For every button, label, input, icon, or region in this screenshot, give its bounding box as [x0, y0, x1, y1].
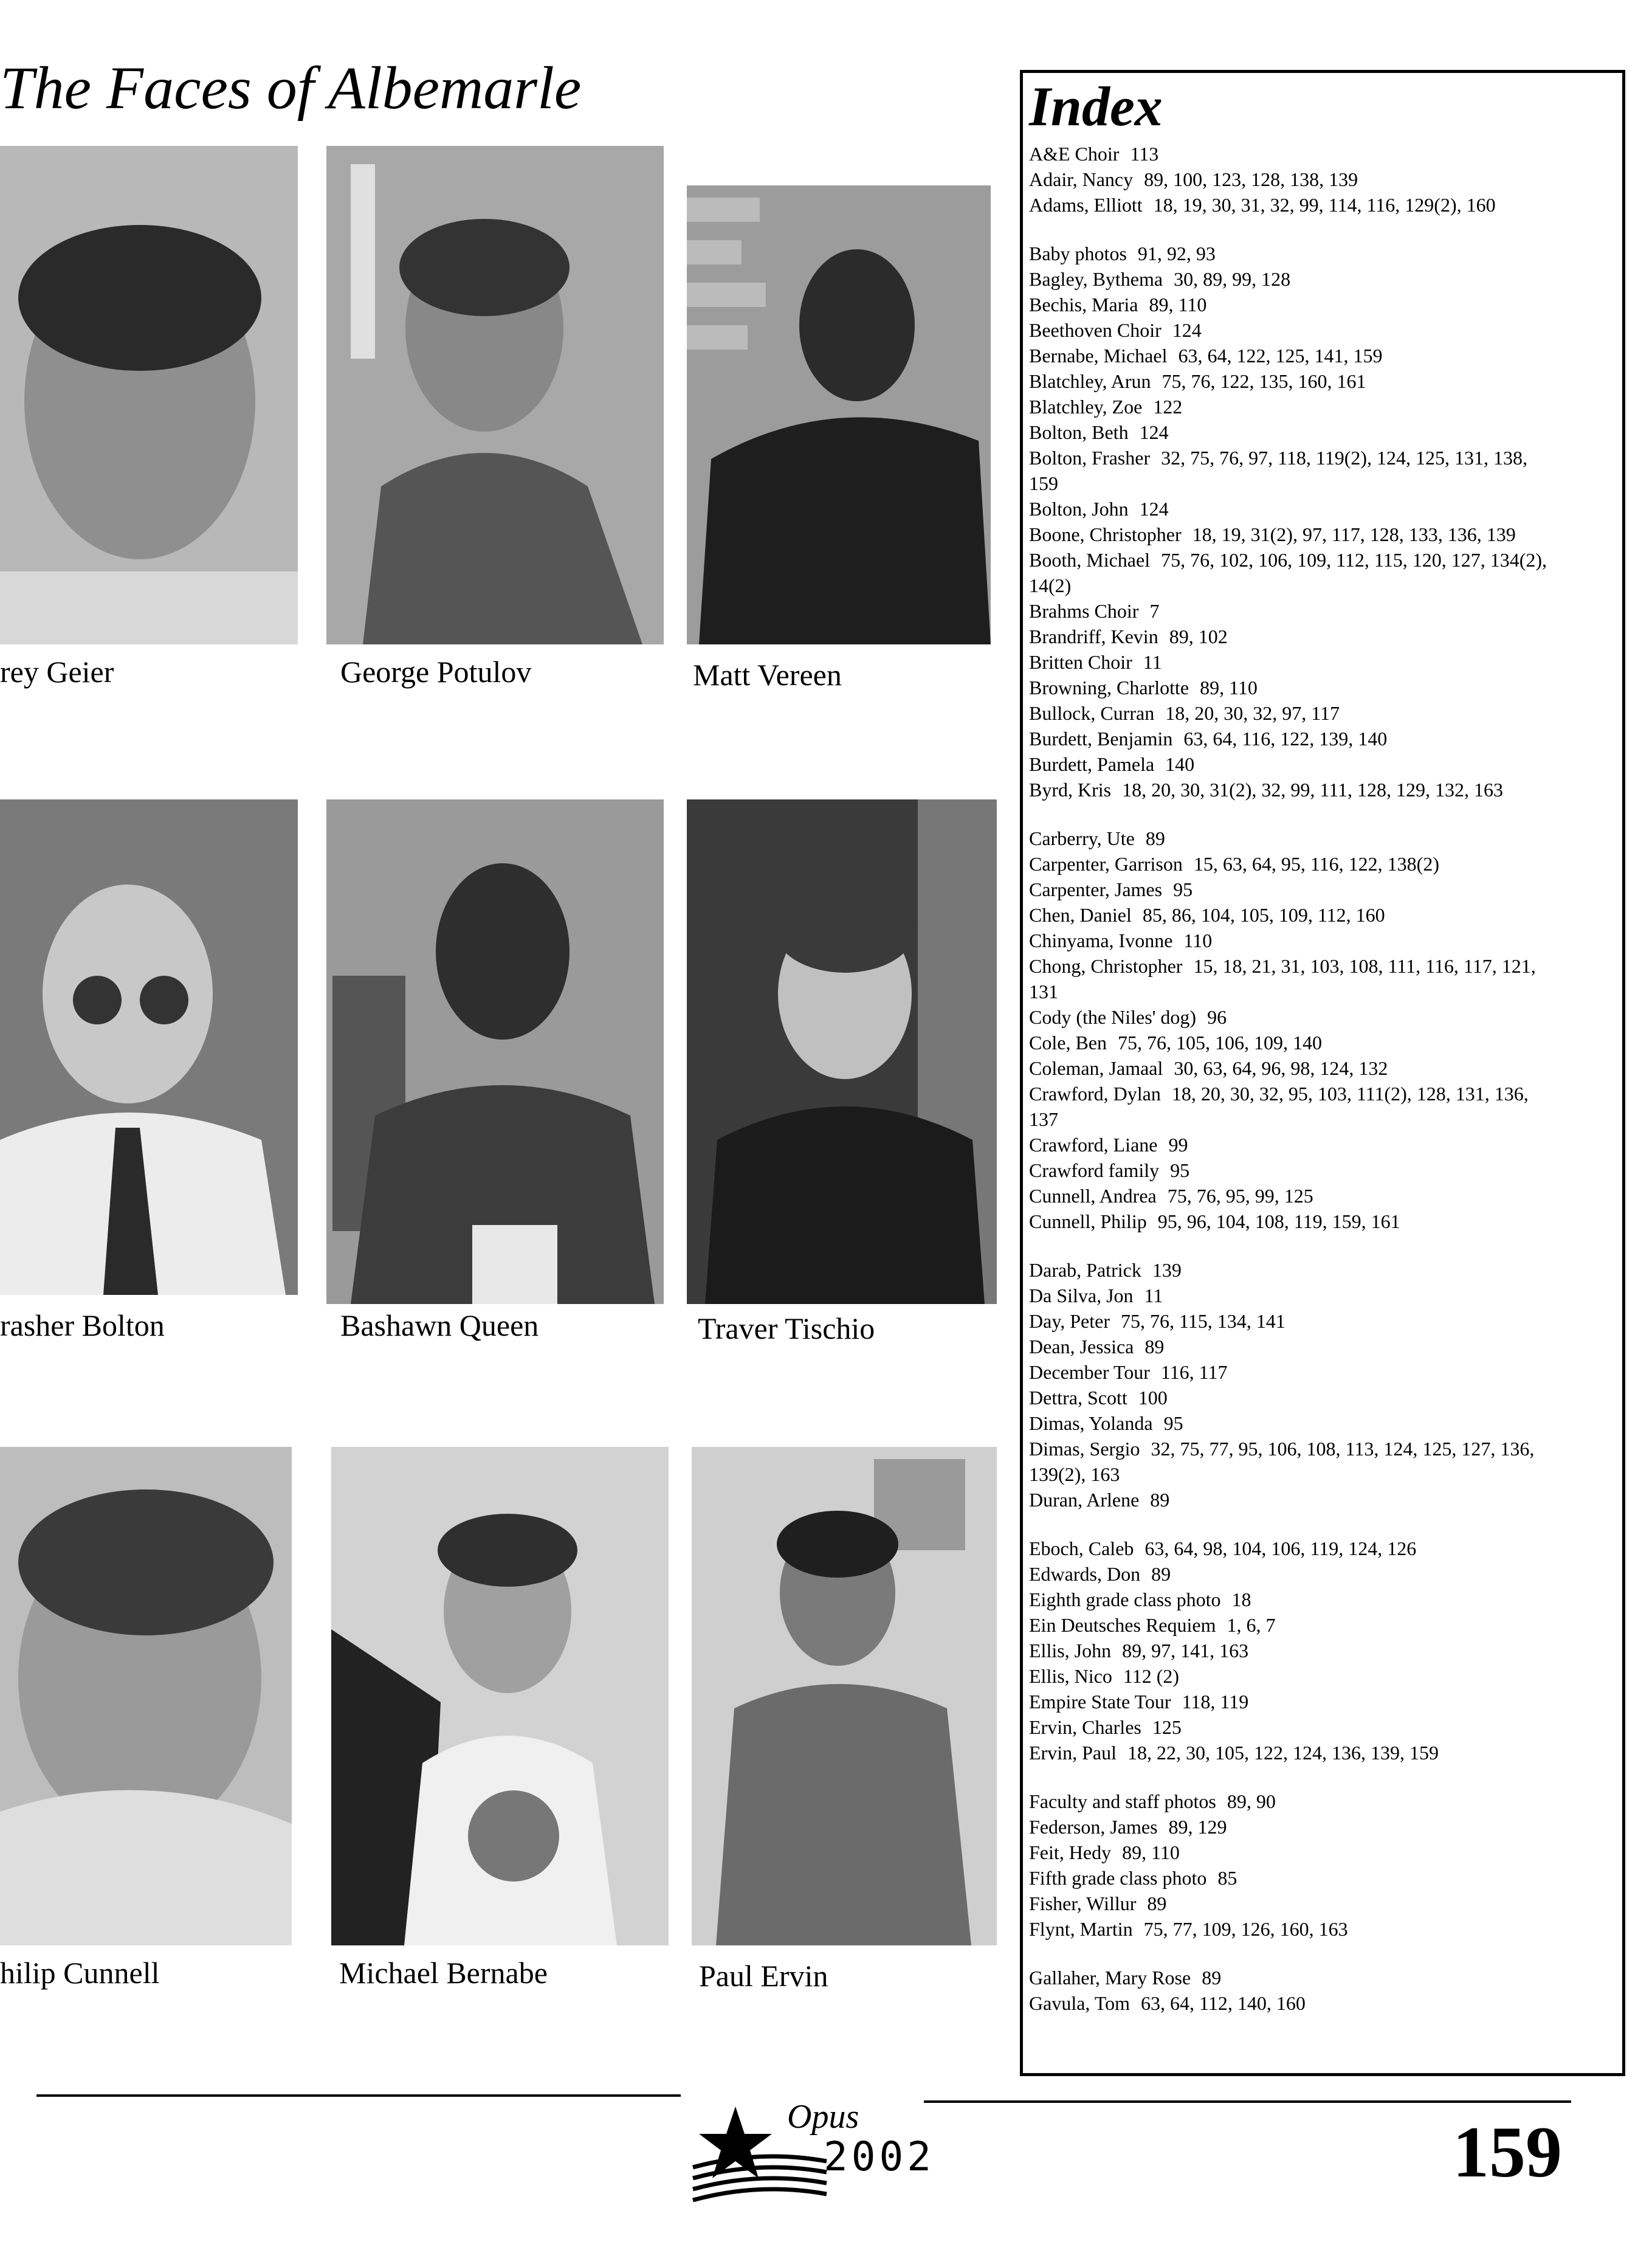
index-entry-pages: 95, 96, 104, 108, 119, 159, 161	[1157, 1210, 1400, 1232]
index-entry	[1029, 1561, 1622, 1587]
page-number: 159	[1453, 2111, 1562, 2192]
index-entry-pages: 1, 6, 7	[1227, 1614, 1276, 1636]
index-entry	[1029, 1183, 1622, 1209]
index-entry-name: Bolton, Beth	[1029, 421, 1129, 443]
photo-caption-7: hilip Cunnell	[0, 1956, 160, 1990]
index-entry	[1029, 726, 1622, 751]
index-entry-pages: 89	[1150, 1489, 1170, 1511]
index-entry-name: Gavula, Tom	[1029, 1992, 1131, 2014]
index-entry-pages: 18	[1231, 1589, 1251, 1610]
index-entry-pages: 118, 119	[1182, 1691, 1249, 1713]
index-section-gap	[1029, 1765, 1622, 1789]
index-entry	[1029, 496, 1622, 522]
index-entry	[1029, 1536, 1622, 1561]
index-entry	[1029, 1689, 1622, 1714]
index-entry-name: Britten Choir	[1029, 651, 1132, 673]
index-entry	[1029, 1055, 1622, 1081]
index-entry-name: Brahms Choir	[1029, 600, 1139, 622]
index-entry-name: Duran, Arlene	[1029, 1489, 1140, 1511]
index-entry-name: Crawford, Dylan	[1029, 1083, 1161, 1105]
index-entry	[1029, 1308, 1622, 1334]
index-entry-pages: 63, 64, 112, 140, 160	[1141, 1992, 1306, 2014]
index-entry-pages: 89, 110	[1200, 677, 1258, 699]
index-entry-pages: 125	[1152, 1716, 1182, 1738]
photo-caption-5: Bashawn Queen	[340, 1308, 539, 1342]
index-entry	[1029, 522, 1622, 547]
index-entry-pages: 11	[1143, 651, 1162, 673]
index-entry-name: Blatchley, Arun	[1029, 370, 1151, 392]
index-entry	[1029, 1587, 1622, 1612]
index-entry-pages: 75, 76, 122, 135, 160, 161	[1162, 370, 1366, 392]
index-entry-name: Baby photos	[1029, 243, 1127, 264]
photo-caption-2: George Potulov	[340, 655, 532, 689]
index-entry-name: Bolton, John	[1029, 498, 1129, 520]
index-section-gap	[1029, 1234, 1622, 1257]
index-entry-pages: 124	[1172, 319, 1202, 341]
index-entry	[1029, 547, 1622, 573]
index-entry	[1029, 1840, 1622, 1865]
index-entry-name: Eboch, Caleb	[1029, 1537, 1134, 1559]
index-entry	[1029, 343, 1622, 368]
index-entry-pages: 63, 64, 116, 122, 139, 140	[1183, 728, 1388, 750]
index-entry-pages: 75, 76, 115, 134, 141	[1120, 1310, 1285, 1332]
index-entry-name: Burdett, Pamela	[1029, 753, 1155, 775]
index-entry-pages-continued: 139(2), 163	[1029, 1463, 1120, 1485]
index-entry-pages: 116, 117	[1160, 1361, 1228, 1383]
index-entry	[1029, 1004, 1622, 1030]
index-entry-pages: 63, 64, 98, 104, 106, 119, 124, 126	[1144, 1537, 1417, 1559]
index-entry-name: Ervin, Charles	[1029, 1716, 1141, 1738]
index-entry-pages-continued: 137	[1029, 1108, 1058, 1130]
index-entry-name: Edwards, Don	[1029, 1563, 1141, 1585]
index-entry-name: Bolton, Frasher	[1029, 447, 1151, 469]
index-entry	[1029, 1612, 1622, 1638]
index-entry-pages-continued: 14(2)	[1029, 575, 1072, 596]
index-entry-name: Cole, Ben	[1029, 1032, 1107, 1054]
index-entry-pages: 18, 22, 30, 105, 122, 124, 136, 139, 159	[1127, 1742, 1439, 1764]
index-entry	[1029, 1385, 1622, 1410]
index-entry	[1029, 851, 1622, 877]
portrait-photo-3	[687, 185, 991, 644]
index-entry	[1029, 317, 1622, 343]
index-entry-pages: 85, 86, 104, 105, 109, 112, 160	[1142, 904, 1385, 926]
index-entry-name: Dimas, Yolanda	[1029, 1412, 1153, 1434]
index-entry	[1029, 1891, 1622, 1916]
index-entry-name: Carberry, Ute	[1029, 827, 1135, 849]
index-entry-name: December Tour	[1029, 1361, 1150, 1383]
photo-caption-3: Matt Vereen	[693, 658, 842, 692]
footer-rule-left	[36, 2094, 681, 2097]
photo-caption-6: Traver Tischio	[698, 1311, 875, 1345]
index-entry-pages: 15, 63, 64, 95, 116, 122, 138(2)	[1193, 853, 1439, 875]
index-entry	[1029, 598, 1622, 624]
portrait-photo-2	[326, 146, 664, 644]
index-entry-name: A&E Choir	[1029, 143, 1120, 165]
index-entry	[1029, 1740, 1622, 1765]
portrait-photo-5	[326, 799, 664, 1304]
footer-rule-right	[924, 2100, 1571, 2103]
photo-caption-9: Paul Ervin	[699, 1959, 828, 1993]
index-entry-pages: 89, 100, 123, 128, 138, 139	[1144, 168, 1358, 190]
index-entry-pages: 32, 75, 76, 97, 118, 119(2), 124, 125, 131, 138,	[1161, 447, 1528, 469]
index-entry	[1029, 1990, 1622, 2016]
index-entry	[1029, 1789, 1622, 1814]
index-entry-name: Burdett, Benjamin	[1029, 728, 1173, 750]
opus-logo-word: Opus	[787, 2098, 859, 2136]
portrait-photo-4	[0, 799, 298, 1295]
index-entry-pages: 63, 64, 122, 125, 141, 159	[1178, 345, 1383, 367]
index-entry-pages: 89, 102	[1169, 626, 1228, 647]
index-entry	[1029, 751, 1622, 777]
index-entry-name: Cunnell, Andrea	[1029, 1185, 1157, 1207]
index-entry-pages: 75, 76, 102, 106, 109, 112, 115, 120, 127, 134(2),	[1161, 549, 1547, 571]
index-entry-pages: 75, 77, 109, 126, 160, 163	[1143, 1918, 1348, 1940]
index-entry	[1029, 649, 1622, 675]
index-entry-pages: 89, 110	[1149, 294, 1207, 316]
index-entry-name: Carpenter, James	[1029, 878, 1163, 900]
index-entry-pages: 95	[1163, 1412, 1183, 1434]
index-entry-name: Fifth grade class photo	[1029, 1867, 1207, 1889]
portrait-photo-1	[0, 146, 298, 644]
index-entry	[1029, 368, 1622, 394]
index-entry-name: Fisher, Willur	[1029, 1893, 1137, 1914]
index-entry-name: Booth, Michael	[1029, 549, 1151, 571]
index-entry-pages: 140	[1165, 753, 1195, 775]
index-entry	[1029, 1334, 1622, 1359]
index-entry-name: Browning, Charlotte	[1029, 677, 1189, 699]
index-entry-name: Dean, Jessica	[1029, 1336, 1134, 1358]
index-entry	[1029, 675, 1622, 700]
index-entry-pages: 139	[1152, 1259, 1182, 1281]
index-entry	[1029, 292, 1622, 317]
index-entry-pages: 89, 110	[1122, 1841, 1180, 1863]
index-entry-pages: 7	[1149, 600, 1160, 622]
index-entry-name: Carpenter, Garrison	[1029, 853, 1183, 875]
index-entry-name: Blatchley, Zoe	[1029, 396, 1143, 418]
index-entry-name: Faculty and staff photos	[1029, 1790, 1216, 1812]
photo-caption-8: Michael Bernabe	[339, 1956, 548, 1990]
index-entry-name: Dettra, Scott	[1029, 1387, 1127, 1409]
index-entry	[1029, 953, 1622, 979]
index-entry-pages: 89	[1147, 1893, 1167, 1914]
index-entry-pages: 15, 18, 21, 31, 103, 108, 111, 116, 117, 121,	[1193, 955, 1536, 977]
index-entry	[1029, 1814, 1622, 1840]
index-entry-pages: 89	[1151, 1563, 1171, 1585]
index-entry	[1029, 1714, 1622, 1740]
index-entry-pages: 124	[1139, 498, 1169, 520]
index-entry-name: Ellis, Nico	[1029, 1665, 1112, 1687]
index-entry-pages-continued: 159	[1029, 472, 1058, 494]
index-entry	[1029, 1132, 1622, 1158]
index-entry-pages: 112 (2)	[1123, 1665, 1179, 1687]
index-entry-name: Cunnell, Philip	[1029, 1210, 1147, 1232]
index-entry-name: Da Silva, Jon	[1029, 1285, 1134, 1306]
index-entry-pages: 18, 19, 30, 31, 32, 99, 114, 116, 129(2), 160	[1153, 194, 1496, 216]
index-entry-name: Boone, Christopher	[1029, 523, 1182, 545]
photo-caption-4: rasher Bolton	[0, 1308, 165, 1342]
index-entry-pages: 89, 129	[1168, 1816, 1227, 1838]
index-entry-name: Empire State Tour	[1029, 1691, 1171, 1713]
index-entry	[1029, 624, 1622, 649]
index-entry-pages: 18, 20, 30, 31(2), 32, 99, 111, 128, 129, 132, 163	[1122, 779, 1504, 801]
index-entry-name: Federson, James	[1029, 1816, 1158, 1838]
index-entry-name: Brandriff, Kevin	[1029, 626, 1158, 647]
index-entry-name: Flynt, Martin	[1029, 1918, 1133, 1940]
index-entry	[1029, 877, 1622, 902]
index-entry-name: Crawford, Liane	[1029, 1134, 1158, 1156]
index-entry	[1029, 1865, 1622, 1891]
index-entry	[1029, 928, 1622, 953]
index-entry	[1029, 1638, 1622, 1663]
index-title: Index	[1029, 75, 1163, 137]
index-entry-pages: 89	[1202, 1967, 1222, 1989]
index-entry	[1029, 1436, 1622, 1461]
index-entry	[1029, 167, 1622, 192]
index-entry-pages: 110	[1183, 930, 1213, 951]
index-entry-pages: 30, 89, 99, 128	[1174, 268, 1291, 290]
index-entry	[1029, 902, 1622, 928]
index-entry	[1029, 1410, 1622, 1436]
index-panel	[1020, 70, 1625, 2076]
index-entry-name: Bullock, Curran	[1029, 702, 1155, 724]
index-entry-pages: 18, 19, 31(2), 97, 117, 128, 133, 136, 139	[1192, 523, 1516, 545]
index-entry-name: Chen, Daniel	[1029, 904, 1132, 926]
index-entry-pages: 95	[1170, 1159, 1190, 1181]
index-entry	[1029, 1965, 1622, 1990]
index-entry-pages-continued: 131	[1029, 981, 1058, 1002]
index-entry-pages: 89, 97, 141, 163	[1122, 1640, 1249, 1661]
index-entry	[1029, 700, 1622, 726]
photo-caption-1: rey Geier	[0, 655, 114, 689]
index-entry	[1029, 419, 1622, 445]
index-entry-pages: 89	[1145, 827, 1165, 849]
index-entry-name: Eighth grade class photo	[1029, 1589, 1221, 1610]
index-entry-pages: 32, 75, 77, 95, 106, 108, 113, 124, 125, 127, 136,	[1151, 1438, 1535, 1460]
index-entry-name: Bernabe, Michael	[1029, 345, 1168, 367]
index-entry-pages: 75, 76, 95, 99, 125	[1167, 1185, 1313, 1207]
index-entry	[1029, 1209, 1622, 1234]
index-entry-pages: 96	[1207, 1006, 1227, 1028]
index-entry-name: Bechis, Maria	[1029, 294, 1138, 316]
opus-logo-year: 2002	[824, 2133, 935, 2180]
index-entry-pages: 85	[1217, 1867, 1237, 1889]
index-entry	[1029, 1257, 1622, 1283]
index-section-gap	[1029, 218, 1622, 241]
index-section-gap	[1029, 802, 1622, 826]
index-entry	[1029, 266, 1622, 292]
index-entry-name: Darab, Patrick	[1029, 1259, 1141, 1281]
index-entry-name: Bagley, Bythema	[1029, 268, 1163, 290]
index-entry-pages: 91, 92, 93	[1137, 243, 1216, 264]
index-entry-pages: 99	[1168, 1134, 1188, 1156]
index-entry-name: Ellis, John	[1029, 1640, 1112, 1661]
index-entry	[1029, 1487, 1622, 1513]
index-entry	[1029, 141, 1622, 167]
index-entry-name: Chong, Christopher	[1029, 955, 1183, 977]
index-entry-name: Day, Peter	[1029, 1310, 1110, 1332]
index-entry-pages: 30, 63, 64, 96, 98, 124, 132	[1174, 1057, 1388, 1079]
index-entry	[1029, 1081, 1622, 1106]
index-entry-pages: 113	[1130, 143, 1159, 165]
index-entry-pages: 75, 76, 105, 106, 109, 140	[1117, 1032, 1322, 1054]
index-entry	[1029, 1663, 1622, 1689]
index-entry-pages: 89, 90	[1227, 1790, 1276, 1812]
index-entry-name: Beethoven Choir	[1029, 319, 1162, 341]
index-entry	[1029, 826, 1622, 851]
index-entry-name: Feit, Hedy	[1029, 1841, 1112, 1863]
index-entry-name: Ein Deutsches Requiem	[1029, 1614, 1216, 1636]
index-entry-name: Crawford family	[1029, 1159, 1160, 1181]
index-entry	[1029, 1030, 1622, 1055]
index-entry-name: Gallaher, Mary Rose	[1029, 1967, 1191, 1989]
index-entry-pages: 11	[1144, 1285, 1163, 1306]
index-entries	[1029, 141, 1622, 2016]
index-entry	[1029, 241, 1622, 266]
index-entry-name: Ervin, Paul	[1029, 1742, 1117, 1764]
index-entry	[1029, 1283, 1622, 1308]
index-entry-pages: 89	[1144, 1336, 1165, 1358]
index-section-gap	[1029, 1513, 1622, 1536]
index-entry-pages: 124	[1139, 421, 1169, 443]
portrait-photo-6	[687, 799, 997, 1304]
index-entry-name: Adams, Elliott	[1029, 194, 1143, 216]
index-entry-name: Dimas, Sergio	[1029, 1438, 1140, 1460]
index-entry	[1029, 445, 1622, 471]
index-entry	[1029, 192, 1622, 218]
index-entry	[1029, 1359, 1622, 1385]
index-entry	[1029, 1158, 1622, 1183]
index-entry-pages: 100	[1138, 1387, 1168, 1409]
index-entry	[1029, 1916, 1622, 1942]
index-entry	[1029, 394, 1622, 419]
portrait-photo-9	[692, 1447, 997, 1945]
index-entry-pages: 18, 20, 30, 32, 95, 103, 111(2), 128, 131, 136,	[1171, 1083, 1529, 1105]
index-entry-name: Coleman, Jamaal	[1029, 1057, 1163, 1079]
page-title: The Faces of Albemarle	[0, 54, 582, 122]
index-section-gap	[1029, 1942, 1622, 1965]
index-entry-name: Byrd, Kris	[1029, 779, 1112, 801]
index-entry-pages: 122	[1153, 396, 1183, 418]
index-entry-pages: 18, 20, 30, 32, 97, 117	[1165, 702, 1340, 724]
portrait-photo-7	[0, 1447, 292, 1945]
index-entry-name: Cody (the Niles' dog)	[1029, 1006, 1197, 1028]
index-entry-name: Adair, Nancy	[1029, 168, 1134, 190]
index-entry-pages: 95	[1173, 878, 1193, 900]
index-entry	[1029, 777, 1622, 802]
portrait-photo-8	[331, 1447, 669, 1945]
index-entry-name: Chinyama, Ivonne	[1029, 930, 1173, 951]
